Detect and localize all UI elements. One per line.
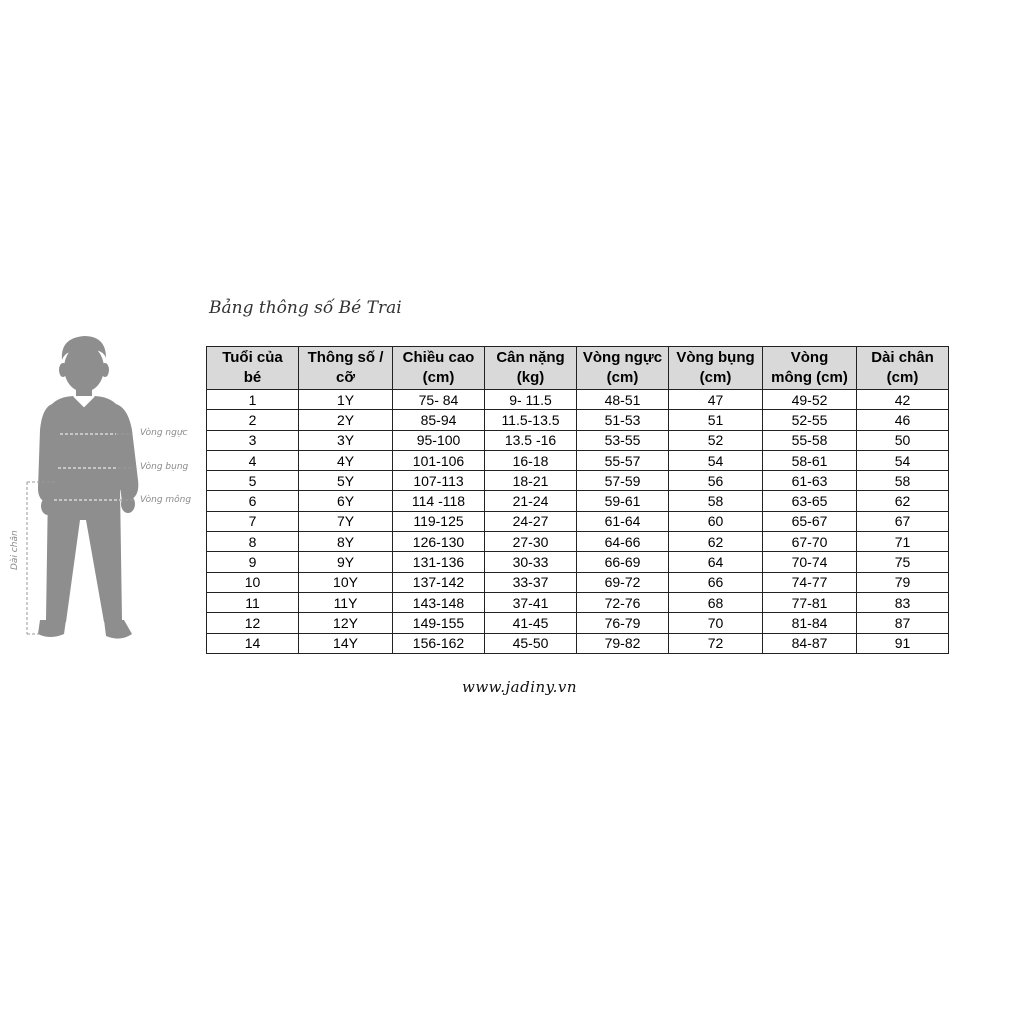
table-cell: 11.5-13.5	[485, 410, 577, 430]
table-cell: 5Y	[299, 471, 393, 491]
table-cell: 27-30	[485, 532, 577, 552]
table-cell: 75- 84	[393, 390, 485, 410]
table-cell: 101-106	[393, 450, 485, 470]
table-cell: 58	[857, 471, 949, 491]
table-row	[207, 633, 949, 653]
table-cell: 5	[207, 471, 299, 491]
table-cell: 66-69	[577, 552, 669, 572]
chest-label: Vòng ngực	[140, 428, 188, 438]
table-cell: 53-55	[577, 430, 669, 450]
table-cell: 10	[207, 572, 299, 592]
table-cell: 54	[669, 450, 763, 470]
table-cell: 114 -118	[393, 491, 485, 511]
table-cell: 59-61	[577, 491, 669, 511]
table-cell: 143-148	[393, 592, 485, 612]
table-cell: 45-50	[485, 633, 577, 653]
table-cell: 3	[207, 430, 299, 450]
table-cell: 47	[669, 390, 763, 410]
table-cell: 30-33	[485, 552, 577, 572]
table-cell: 21-24	[485, 491, 577, 511]
table-body	[207, 390, 949, 654]
table-cell: 58	[669, 491, 763, 511]
table-cell: 70-74	[763, 552, 857, 572]
table-cell: 70	[669, 613, 763, 633]
table-cell: 9	[207, 552, 299, 572]
table-cell: 1	[207, 390, 299, 410]
table-cell: 3Y	[299, 430, 393, 450]
table-cell: 46	[857, 410, 949, 430]
table-cell: 9- 11.5	[485, 390, 577, 410]
table-cell: 9Y	[299, 552, 393, 572]
table-cell: 13.5 -16	[485, 430, 577, 450]
table-cell: 8Y	[299, 532, 393, 552]
table-cell: 62	[669, 532, 763, 552]
table-cell: 37-41	[485, 592, 577, 612]
table-cell: 95-100	[393, 430, 485, 450]
leg-label: Dài chân	[10, 530, 20, 570]
table-cell: 55-58	[763, 430, 857, 450]
table-cell: 2Y	[299, 410, 393, 430]
table-cell: 52	[669, 430, 763, 450]
table-row	[207, 552, 949, 572]
table-cell: 11Y	[299, 592, 393, 612]
table-cell: 51-53	[577, 410, 669, 430]
table-cell: 76-79	[577, 613, 669, 633]
table-cell: 7Y	[299, 511, 393, 531]
website-url: www.jadiny.vn	[462, 678, 578, 696]
table-cell: 8	[207, 532, 299, 552]
table-row	[207, 491, 949, 511]
table-header-row	[207, 347, 949, 390]
table-cell: 137-142	[393, 572, 485, 592]
table-row	[207, 430, 949, 450]
table-cell: 6Y	[299, 491, 393, 511]
page-title: Bảng thông số Bé Trai	[209, 298, 402, 318]
table-cell: 33-37	[485, 572, 577, 592]
table-cell: 67	[857, 511, 949, 531]
table-cell: 10Y	[299, 572, 393, 592]
table-cell: 16-18	[485, 450, 577, 470]
table-cell: 83	[857, 592, 949, 612]
table-cell: 107-113	[393, 471, 485, 491]
table-cell: 57-59	[577, 471, 669, 491]
table-cell: 84-87	[763, 633, 857, 653]
table-cell: 51	[669, 410, 763, 430]
header-hip: Vòng mông (cm)	[763, 347, 857, 390]
table-cell: 119-125	[393, 511, 485, 531]
table-cell: 61-64	[577, 511, 669, 531]
header-height: Chiều cao (cm)	[393, 347, 485, 390]
table-cell: 72-76	[577, 592, 669, 612]
table-row	[207, 450, 949, 470]
table-cell: 24-27	[485, 511, 577, 531]
table-cell: 87	[857, 613, 949, 633]
table-cell: 62	[857, 491, 949, 511]
table-cell: 12Y	[299, 613, 393, 633]
table-cell: 79	[857, 572, 949, 592]
waist-label: Vòng bụng	[140, 462, 189, 472]
table-cell: 4Y	[299, 450, 393, 470]
table-cell: 131-136	[393, 552, 485, 572]
table-row	[207, 511, 949, 531]
table-cell: 81-84	[763, 613, 857, 633]
table-cell: 14Y	[299, 633, 393, 653]
table-cell: 61-63	[763, 471, 857, 491]
table-cell: 6	[207, 491, 299, 511]
table-cell: 85-94	[393, 410, 485, 430]
table-cell: 60	[669, 511, 763, 531]
table-cell: 79-82	[577, 633, 669, 653]
table-cell: 71	[857, 532, 949, 552]
table-cell: 74-77	[763, 572, 857, 592]
header-age: Tuổi của bé	[207, 347, 299, 390]
table-row	[207, 592, 949, 612]
table-row	[207, 613, 949, 633]
table-cell: 58-61	[763, 450, 857, 470]
table-cell: 41-45	[485, 613, 577, 633]
table-cell: 77-81	[763, 592, 857, 612]
table-cell: 63-65	[763, 491, 857, 511]
table-cell: 48-51	[577, 390, 669, 410]
table-row	[207, 410, 949, 430]
table-cell: 66	[669, 572, 763, 592]
table-cell: 54	[857, 450, 949, 470]
table-cell: 11	[207, 592, 299, 612]
table-cell: 56	[669, 471, 763, 491]
table-cell: 50	[857, 430, 949, 450]
table-cell: 4	[207, 450, 299, 470]
table-row	[207, 471, 949, 491]
header-size: Thông số / cỡ	[299, 347, 393, 390]
table-cell: 91	[857, 633, 949, 653]
table-cell: 14	[207, 633, 299, 653]
table-cell: 149-155	[393, 613, 485, 633]
table-cell: 55-57	[577, 450, 669, 470]
table-cell: 7	[207, 511, 299, 531]
boy-figure-illustration	[0, 330, 200, 660]
table-cell: 156-162	[393, 633, 485, 653]
size-chart-table	[206, 346, 949, 654]
table-cell: 65-67	[763, 511, 857, 531]
table-cell: 126-130	[393, 532, 485, 552]
header-chest: Vòng ngực (cm)	[577, 347, 669, 390]
header-leg-length: Dài chân (cm)	[857, 347, 949, 390]
table-cell: 42	[857, 390, 949, 410]
table-cell: 75	[857, 552, 949, 572]
header-waist: Vòng bụng (cm)	[669, 347, 763, 390]
table-cell: 64	[669, 552, 763, 572]
table-cell: 64-66	[577, 532, 669, 552]
table-cell: 72	[669, 633, 763, 653]
header-weight: Cân nặng (kg)	[485, 347, 577, 390]
table-cell: 49-52	[763, 390, 857, 410]
table-row	[207, 390, 949, 410]
table-cell: 2	[207, 410, 299, 430]
table-cell: 12	[207, 613, 299, 633]
table-cell: 1Y	[299, 390, 393, 410]
table-cell: 69-72	[577, 572, 669, 592]
table-cell: 18-21	[485, 471, 577, 491]
table-cell: 67-70	[763, 532, 857, 552]
table-row	[207, 532, 949, 552]
table-cell: 52-55	[763, 410, 857, 430]
table-row	[207, 572, 949, 592]
hip-label: Vòng mông	[140, 495, 192, 505]
table-cell: 68	[669, 592, 763, 612]
